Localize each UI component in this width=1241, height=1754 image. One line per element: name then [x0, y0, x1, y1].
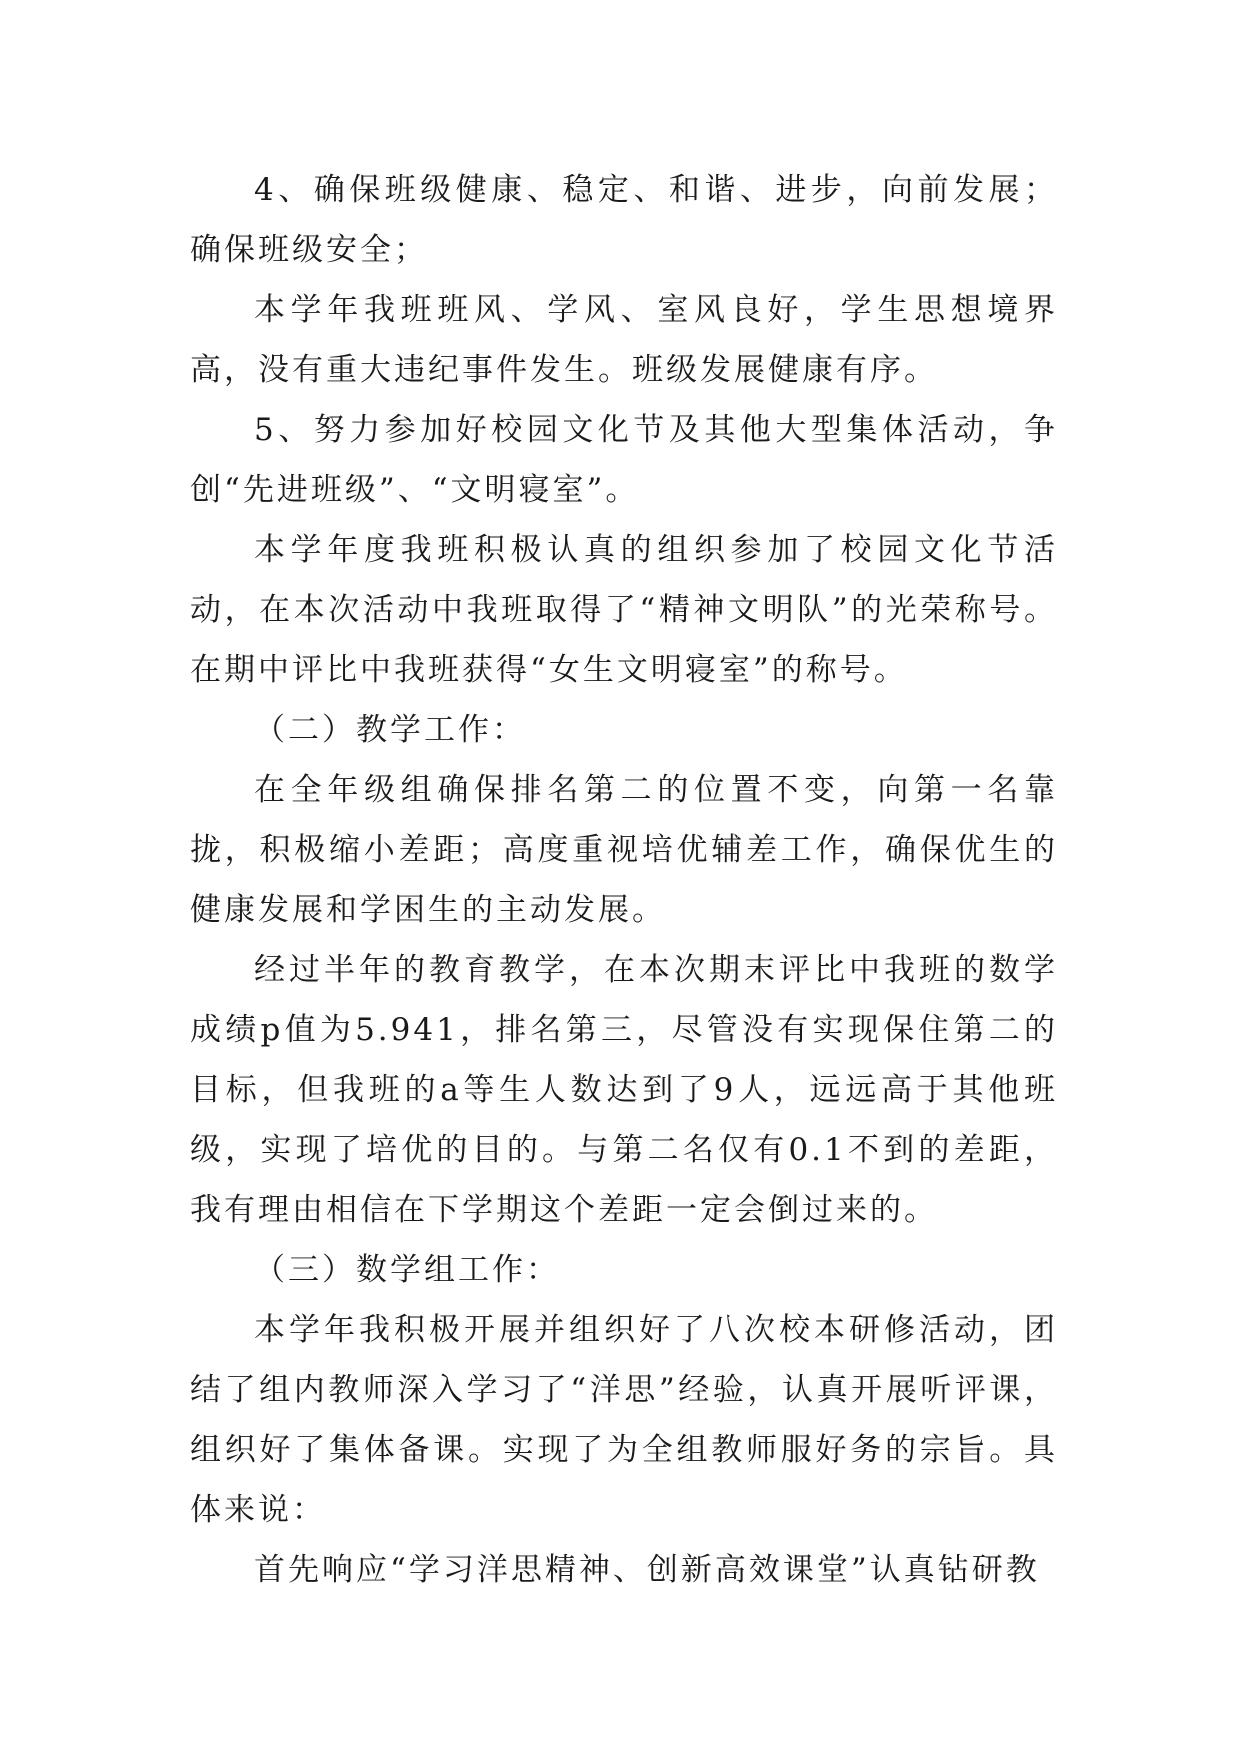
document-body — [190, 160, 1058, 1600]
paragraph-item-4: 4、确保班级健康、稳定、和谐、进步，向前发展；确保班级安全； — [190, 172, 1058, 268]
paragraph-math-results: 经过半年的教育教学，在本次期末评比中我班的数学成绩p值为5.941，排名第三，尽管没有实现保住第二的目标，但我班的a等生人数达到了9人，远远高于其他班级，实现了培优的目的。与第二名仅有0.1不到的差距，我有理由相信在下学期这个差距一定会倒过来的。 — [190, 952, 1058, 1228]
section-heading-teaching: （二）教学工作： — [254, 712, 526, 748]
paragraph-research-activities: 本学年我积极开展并组织好了八次校本研修活动，团结了组内教师深入学习了“洋思”经验，认真开展听评课，组织好了集体备课。实现了为全组教师服好务的宗旨。具体来说： — [190, 1312, 1058, 1528]
paragraph-ranking-goal: 在全年级组确保排名第二的位置不变，向第一名靠拢，积极缩小差距；高度重视培优辅差工作，确保优生的健康发展和学困生的主动发展。 — [190, 772, 1058, 928]
paragraph-item-5: 5、努力参加好校园文化节及其他大型集体活动，争创“先进班级”、“文明寝室”。 — [190, 412, 1058, 508]
section-heading-math-group: （三）数学组工作： — [254, 1252, 560, 1288]
paragraph-yangsi-spirit: 首先响应“学习洋思精神、创新高效课堂”认真钻研教 — [254, 1552, 1040, 1588]
paragraph-culture-festival: 本学年度我班积极认真的组织参加了校园文化节活动，在本次活动中我班取得了“精神文明队”的光荣称号。在期中评比中我班获得“女生文明寝室”的称号。 — [190, 532, 1058, 688]
paragraph-class-style: 本学年我班班风、学风、室风良好，学生思想境界高，没有重大违纪事件发生。班级发展健康有序。 — [190, 292, 1058, 388]
